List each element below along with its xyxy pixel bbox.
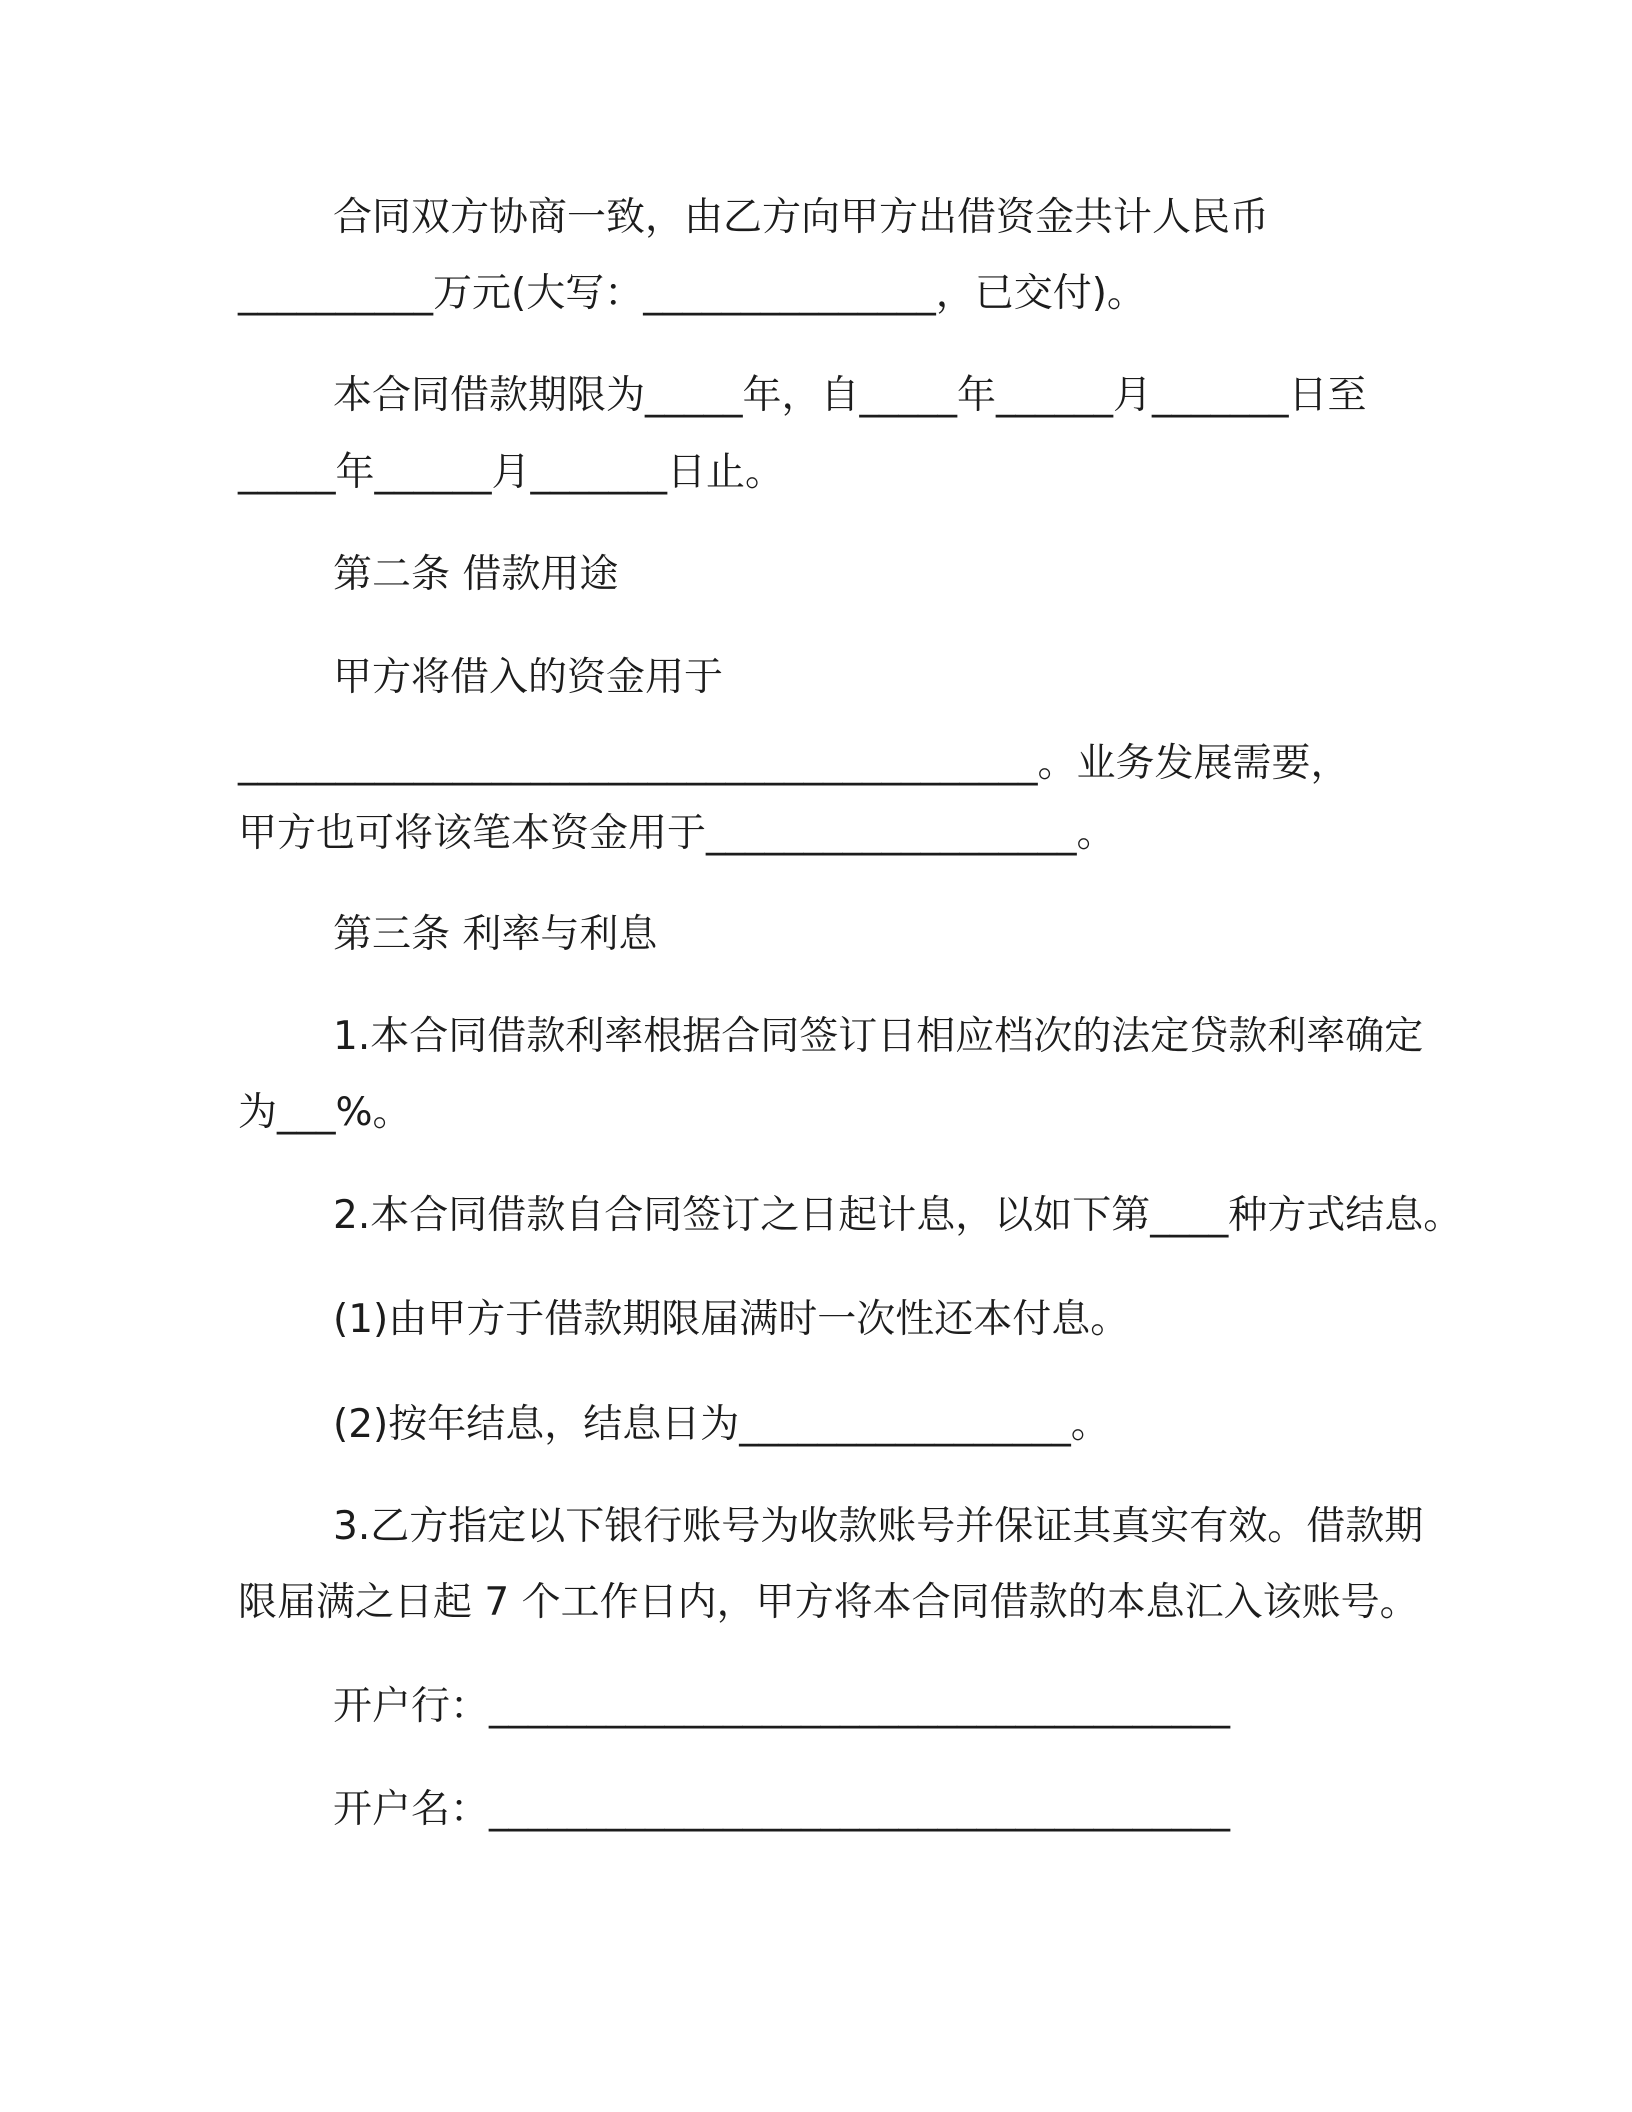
account-name-label: 开户名： [333,1787,490,1832]
bank-name-row [333,1683,1230,1731]
item3-line2: 限届满之日起 7 个工作日内，甲方将本合同借款的本息汇入该账号。 [238,1580,1419,1625]
para2-line2: _____年______月_______日止。 [238,450,785,495]
article3-title: 第三条 利率与利息 [333,912,658,957]
item3-line1: 3.乙方指定以下银行账号为收款账号并保证其真实有效。借款期 [333,1504,1424,1549]
para3-line1: 甲方将借入的资金用于 [333,655,724,700]
article2-title: 第二条 借款用途 [333,552,619,597]
para1-line2: __________万元(大写：_______________，已交付)。 [238,271,1146,316]
item1-line1: 1.本合同借款利率根据合同签订日相应档次的法定贷款利率确定 [333,1014,1424,1059]
item2-option2: (2)按年结息，结息日为_________________。 [333,1402,1110,1447]
account-name-row [333,1786,1230,1834]
account-name-blank: ______________________________________ [489,1787,1231,1832]
para1-line1: 合同双方协商一致，由乙方向甲方出借资金共计人民币 [333,195,1270,240]
para3-line2: _________________________________________。业务发展需要， [238,741,1350,786]
bank-blank: ______________________________________ [489,1684,1231,1729]
item1-line2: 为___%。 [238,1090,412,1135]
para2-line1: 本合同借款期限为_____年，自_____年______月_______日至 [333,373,1367,418]
item2-text: 2.本合同借款自合同签订之日起计息，以如下第____种方式结息。 [333,1193,1463,1238]
item2-option1: (1)由甲方于借款期限届满时一次性还本付息。 [333,1297,1130,1342]
bank-label: 开户行： [333,1684,490,1729]
para3-line3: 甲方也可将该笔本资金用于___________________。 [238,811,1116,856]
